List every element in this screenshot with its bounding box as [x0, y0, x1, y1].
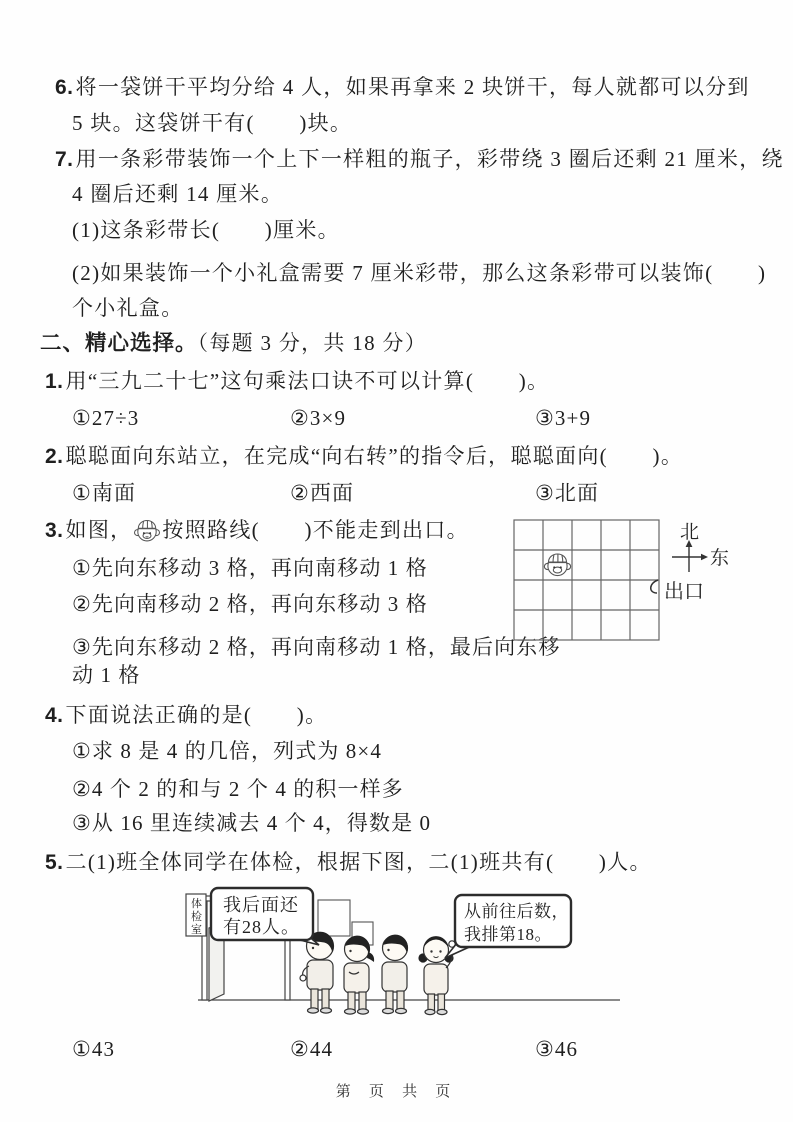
choice-3-number: 3. [45, 519, 64, 542]
speech-bubble-2 [445, 895, 571, 958]
choice-1-option-3: ③3+9 [535, 406, 592, 430]
choice-3-text-after: 按照路线( )不能走到出口。 [162, 518, 469, 542]
page-footer: 第 页 共 页 [335, 1083, 458, 1100]
sign-char-3: 室 [191, 924, 202, 936]
choice-5-number: 5. [45, 851, 64, 874]
question-7-line-1 [55, 146, 784, 173]
choice-5-option-3: ③46 [535, 1037, 579, 1061]
bubble-2-line-2: 我排第18。 [464, 925, 552, 944]
choice-2-stem [45, 443, 683, 470]
exit-label: 出口 [664, 581, 704, 603]
choice-3-option-3-line-2: 动 1 格 [72, 663, 141, 687]
monkey-icon [544, 554, 570, 576]
choice-3-option-2: ②先向南移动 2 格，再向东移动 3 格 [72, 592, 428, 616]
compass-icon [672, 540, 708, 572]
choice-4-option-1: ①求 8 是 4 的几倍，列式为 8×4 [72, 739, 382, 763]
choice-4-stem [45, 702, 327, 729]
child-4 [418, 936, 455, 1015]
choice-3-option-1: ①先向东移动 3 格，再向南移动 1 格 [72, 556, 428, 580]
question-7-line-2: 4 圈后还剩 14 厘米。 [72, 182, 284, 206]
question-6-number: 6. [55, 76, 74, 99]
choice-3-text-before: 如图， [65, 518, 133, 542]
monkey-icon [134, 517, 160, 550]
bubble-1-line-2: 有28人。 [223, 917, 300, 937]
choice-5-text: 二(1)班全体同学在体检，根据下图，二(1)班共有( )人。 [65, 850, 652, 874]
choice-1-option-1: ①27÷3 [72, 406, 140, 430]
section-2-meta: （每题 3 分，共 18 分） [197, 331, 428, 355]
choice-2-number: 2. [45, 445, 64, 468]
question-6-line-1 [55, 74, 750, 101]
choice-2-option-3: ③北面 [535, 481, 600, 505]
bubble-1-line-1: 我后面还 [223, 895, 299, 915]
exit-mark [651, 580, 658, 593]
section-2-header [40, 330, 427, 357]
choice-4-option-3: ③从 16 里连续减去 4 个 4，得数是 0 [72, 811, 432, 835]
queue-illustration [183, 882, 623, 1032]
question-7-number: 7. [55, 148, 74, 171]
question-7-sub-2-line-2: 个小礼盒。 [72, 296, 184, 320]
choice-4-number: 4. [45, 704, 64, 727]
child-3 [382, 935, 408, 1014]
choice-2-text: 聪聪面向东站立，在完成“向右转”的指令后，聪聪面向( )。 [65, 444, 684, 468]
choice-1-text: 用“三九二十七”这句乘法口诀不可以计算( )。 [65, 369, 550, 393]
question-7-text: 用一条彩带装饰一个上下一样粗的瓶子，彩带绕 3 圈后还剩 21 厘米，绕 [75, 147, 784, 171]
choice-2-option-1: ①南面 [72, 481, 137, 505]
bubble-2-line-1: 从前往后数， [464, 902, 569, 921]
choice-5-stem [45, 849, 652, 876]
choice-2-option-2: ②西面 [290, 481, 355, 505]
choice-5-option-2: ②44 [290, 1037, 334, 1061]
question-6-line-2: 5 块。这袋饼干有( )块。 [72, 111, 353, 135]
choice-3-stem [45, 517, 469, 550]
choice-4-text: 下面说法正确的是( )。 [65, 703, 328, 727]
sign-char-2: 检 [191, 911, 202, 923]
choice-1-option-2: ②3×9 [290, 406, 347, 430]
choice-4-option-2: ②4 个 2 的和与 2 个 4 的积一样多 [72, 777, 404, 801]
question-6-text: 将一袋饼干平均分给 4 人，如果再拿来 2 块饼干，每人就都可以分到 [75, 75, 750, 99]
question-7-sub-2-line-1: (2)如果装饰一个小礼盒需要 7 厘米彩带，那么这条彩带可以装饰( ) [72, 261, 767, 285]
speech-bubble-1 [211, 888, 319, 945]
child-2 [344, 936, 374, 1014]
grid-lines [514, 520, 659, 640]
choice-5-option-1: ①43 [72, 1037, 116, 1061]
route-grid-figure [505, 512, 760, 652]
question-7-sub-1: (1)这条彩带长( )厘米。 [72, 218, 340, 242]
clinic-sign [186, 894, 206, 936]
choice-3-option-3-line-1: ③先向东移动 2 格，再向南移动 1 格，最后向东移 [72, 635, 561, 659]
sign-char-1: 体 [191, 898, 202, 910]
compass-north-label: 北 [680, 522, 700, 543]
section-2-title: 二、精心选择。 [40, 331, 198, 355]
compass-east-label: 东 [710, 548, 730, 569]
choice-1-stem [45, 368, 549, 395]
wall-poster-large [318, 900, 350, 936]
choice-1-number: 1. [45, 370, 64, 393]
